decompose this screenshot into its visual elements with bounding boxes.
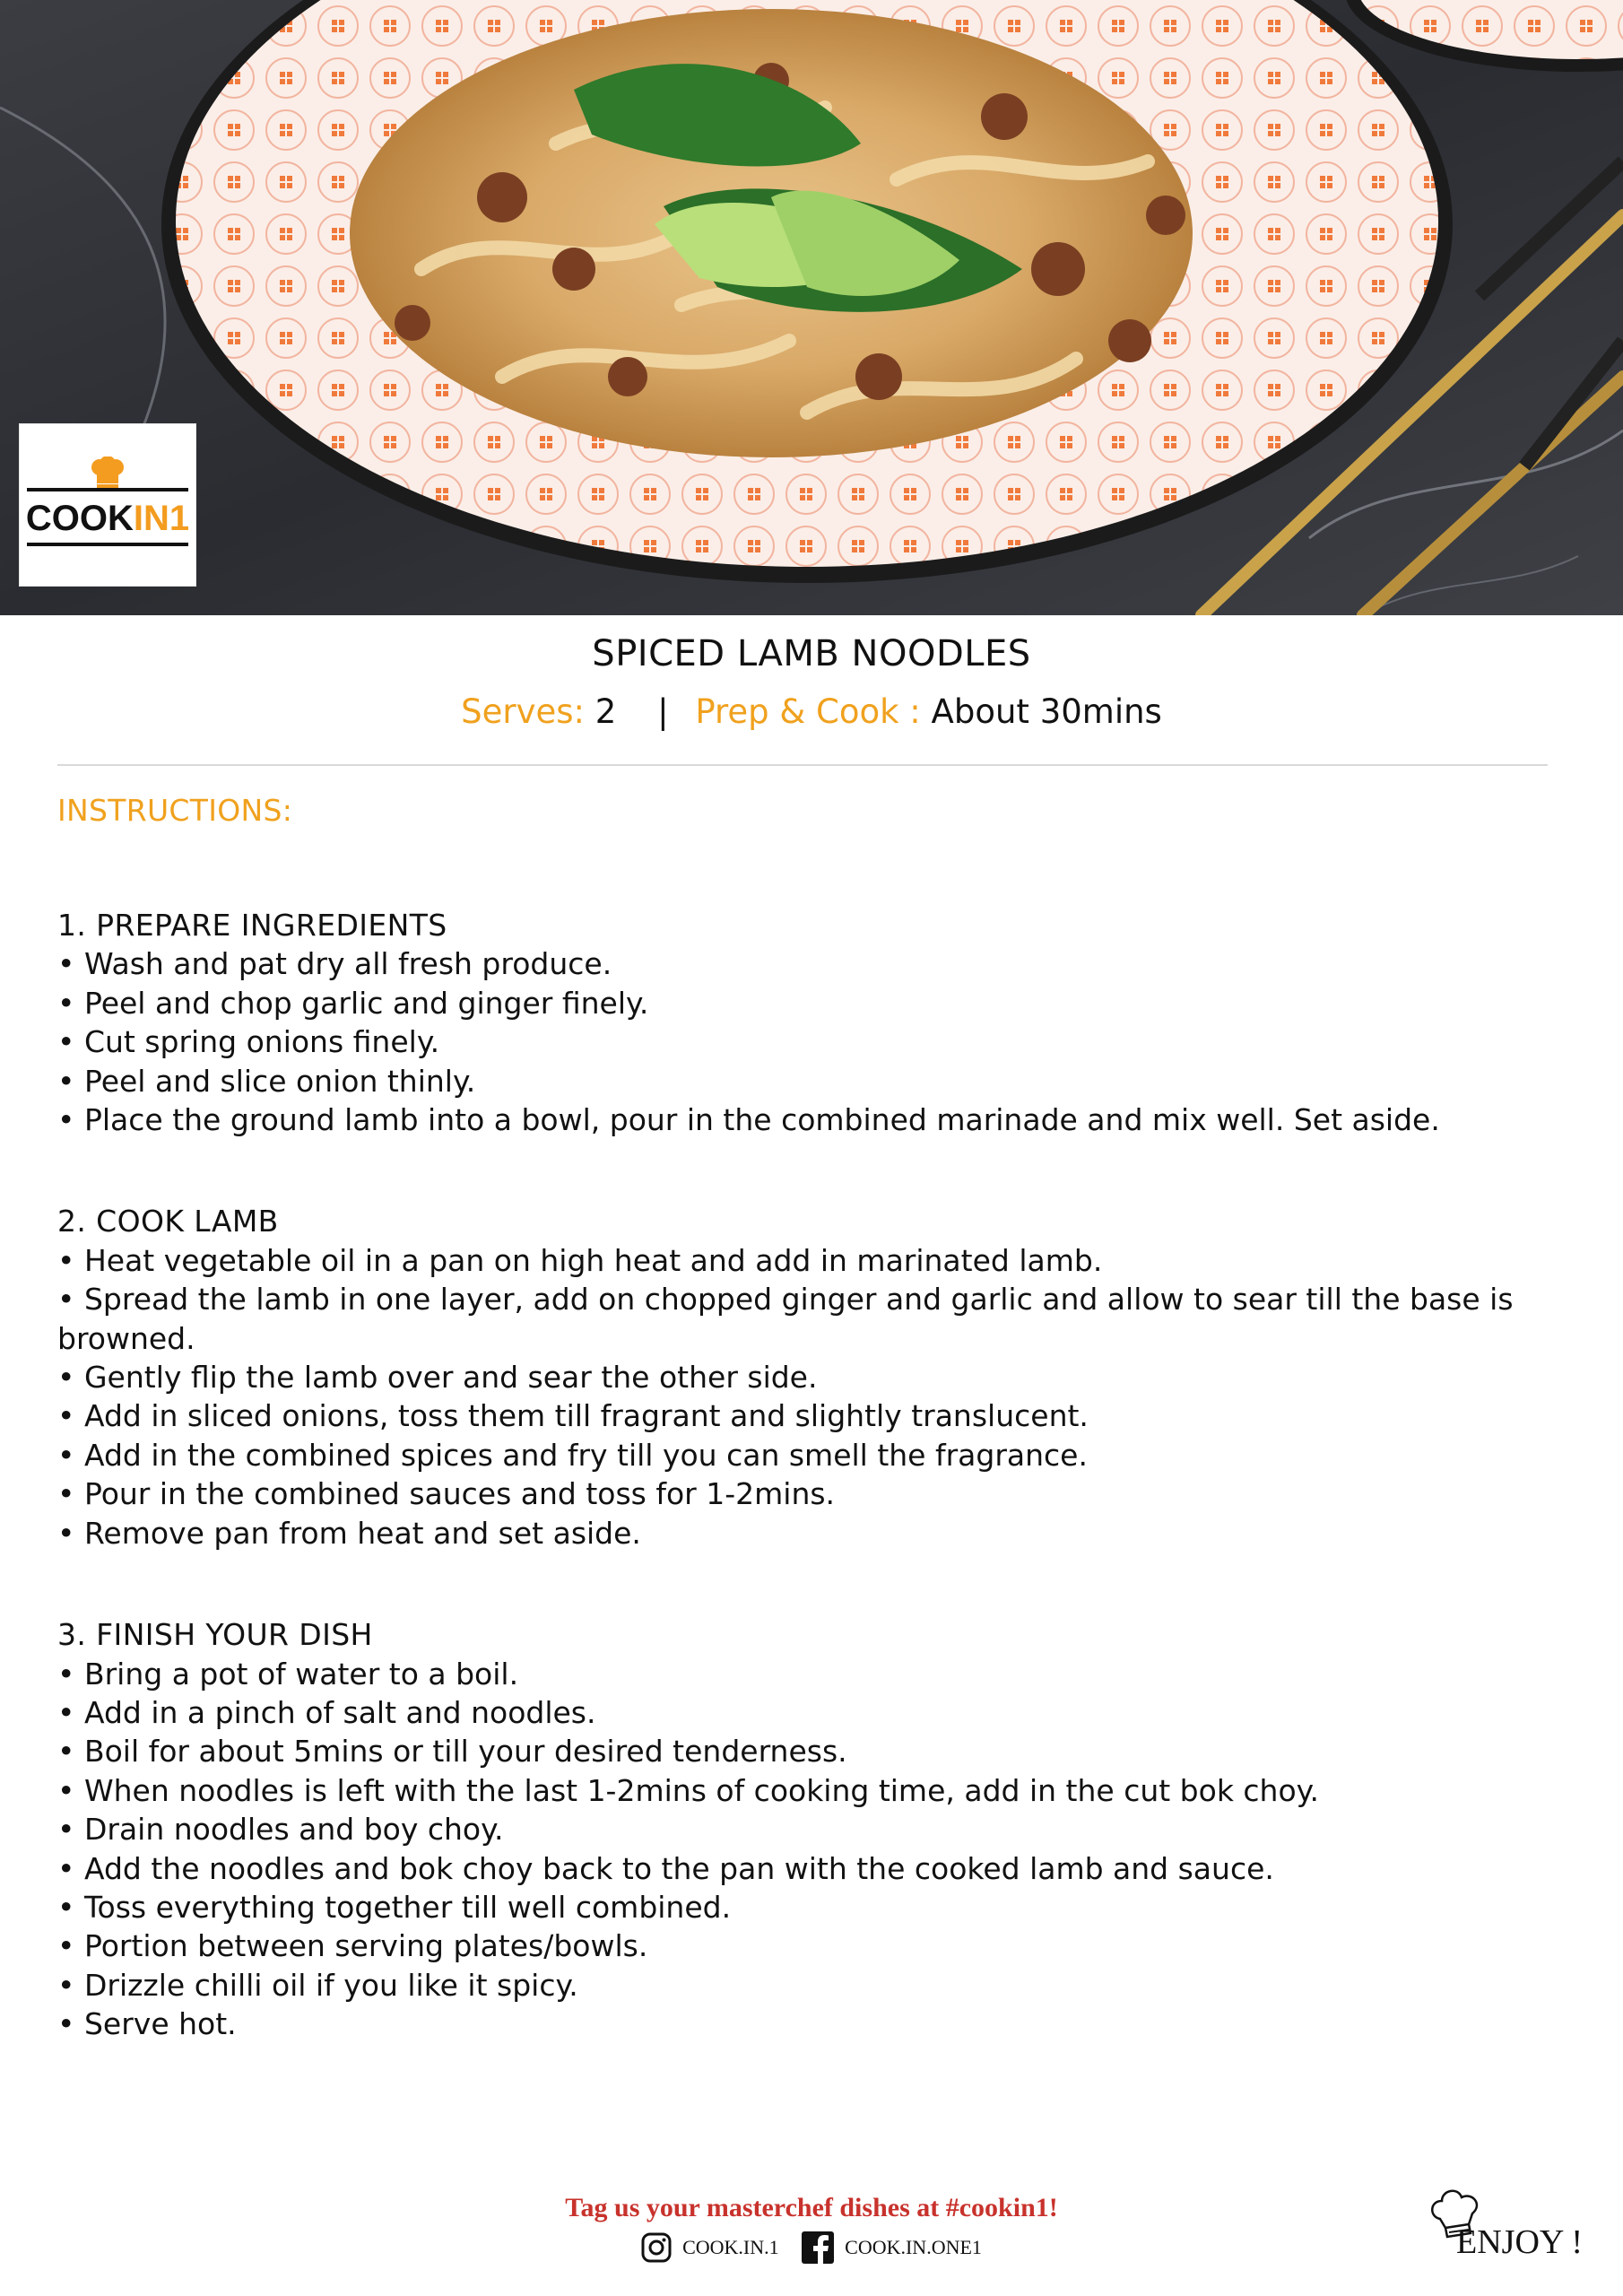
hero-photo <box>0 0 1623 615</box>
step-item: • Cut spring onions finely. <box>57 1022 1573 1061</box>
recipe-meta <box>0 692 1623 731</box>
step-item: • Spread the lamb in one layer, add on chopped ginger and garlic and allow to sear till the base is browned. <box>57 1280 1573 1358</box>
step-heading: 3. FINISH YOUR DISH <box>57 1617 373 1653</box>
logo-rule-top <box>27 488 188 491</box>
step-item: • When noodles is left with the last 1-2mins of cooking time, add in the cut bok choy. <box>57 1771 1573 1810</box>
serves-value: 2 <box>595 692 617 731</box>
social-links <box>0 2231 1623 2264</box>
step-item: • Heat vegetable oil in a pan on high heat and add in marinated lamb. <box>57 1241 1573 1280</box>
step-item: • Pour in the combined sauces and toss for 1-2mins. <box>57 1474 1573 1513</box>
step-item: • Peel and chop garlic and ginger finely. <box>57 984 1573 1022</box>
logo-rule-bottom <box>27 543 188 546</box>
footer-tagline: Tag us your masterchef dishes at #cookin1! <box>565 2193 1058 2222</box>
step-item: • Add in the combined spices and fry till you can smell the fragrance. <box>57 1436 1573 1474</box>
header-divider <box>57 764 1548 766</box>
instructions-label: INSTRUCTIONS: <box>57 793 293 828</box>
enjoy-text: ENJOY ! <box>1456 2223 1584 2261</box>
step-item: • Peel and slice onion thinly. <box>57 1062 1573 1100</box>
instagram-icon <box>641 2232 672 2263</box>
recipe-title: SPICED LAMB NOODLES <box>592 633 1031 674</box>
step-heading: 1. PREPARE INGREDIENTS <box>57 908 447 943</box>
step-item: • Wash and pat dry all fresh produce. <box>57 944 1573 983</box>
step-prepare-ingredients <box>57 906 1573 1139</box>
step-item: • Drain noodles and boy choy. <box>57 1810 1573 1848</box>
plated-noodles-illustration <box>0 0 1623 615</box>
step-item: • Place the ground lamb into a bowl, pour in the combined marinade and mix well. Set aside. <box>57 1100 1573 1139</box>
step-item: • Portion between serving plates/bowls. <box>57 1926 1573 1965</box>
step-item: • Add in sliced onions, toss them till fragrant and slightly translucent. <box>57 1396 1573 1435</box>
chef-hat-icon <box>90 457 126 489</box>
step-item: • Bring a pot of water to a boil. <box>57 1655 1573 1693</box>
logo-wordmark: COOKIN1 <box>25 499 190 538</box>
step-heading: 2. COOK LAMB <box>57 1204 279 1239</box>
step-item: • Drizzle chilli oil if you like it spicy. <box>57 1966 1573 2005</box>
instagram-handle: COOK.IN.1 <box>682 2236 779 2258</box>
step-item: • Gently flip the lamb over and sear the other side. <box>57 1358 1573 1396</box>
enjoy-badge <box>1428 2183 1598 2273</box>
instruction-steps <box>57 906 1573 2044</box>
instagram-link[interactable] <box>641 2232 779 2263</box>
prep-cook-label: Prep & Cook : <box>695 692 921 731</box>
step-finish-dish <box>57 1615 1573 2043</box>
step-item: • Add in a pinch of salt and noodles. <box>57 1693 1573 1732</box>
facebook-icon <box>802 2231 834 2264</box>
facebook-handle: COOK.IN.ONE1 <box>845 2236 982 2258</box>
step-item: • Add the noodles and bok choy back to the pan with the cooked lamb and sauce. <box>57 1849 1573 1888</box>
prep-cook-value: About 30mins <box>931 692 1162 731</box>
step-item: • Boil for about 5mins or till your desired tenderness. <box>57 1732 1573 1770</box>
step-item: • Serve hot. <box>57 2005 1573 2043</box>
serves-label: Serves: <box>461 692 586 731</box>
step-cook-lamb <box>57 1202 1573 1552</box>
cookin1-logo <box>20 424 195 586</box>
facebook-link[interactable] <box>802 2231 982 2264</box>
step-item: • Toss everything together till well combined. <box>57 1888 1573 1926</box>
meta-separator: | <box>657 692 669 731</box>
step-item: • Remove pan from heat and set aside. <box>57 1514 1573 1552</box>
